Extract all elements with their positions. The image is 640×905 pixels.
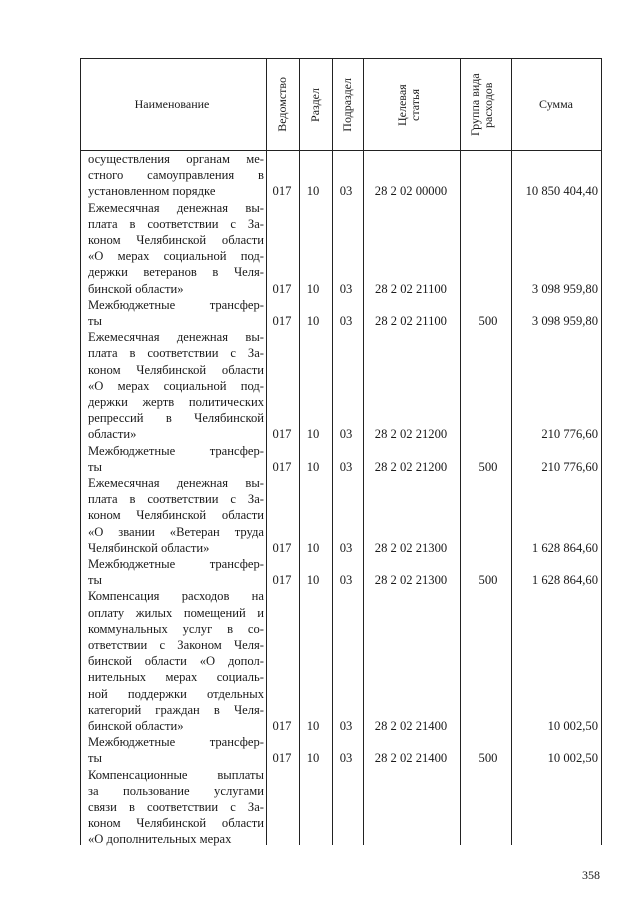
row-name-line: ты: [88, 459, 102, 474]
table-column-border: [299, 58, 300, 845]
cell-vedomstvo: 017: [272, 314, 292, 328]
row-name-line: ты: [88, 314, 102, 328]
row-name-line: бинской области»: [88, 719, 184, 733]
row-name-line: «О звании «Ветеран труда: [88, 524, 264, 539]
row-name-line: ты: [88, 573, 102, 588]
cell-podrazdel: 03: [339, 314, 353, 328]
cell-vedomstvo: 017: [272, 281, 292, 296]
row-name-line: «О мерах социальной под-: [88, 378, 264, 393]
row-name-line: коммунальных услуг в со-: [88, 621, 264, 636]
header-summa: Сумма: [539, 97, 573, 111]
cell-summa: 3 098 959,80: [531, 281, 598, 296]
row-name-line: осуществления органам ме-: [88, 152, 264, 166]
row-name-line: Ежемесячная денежная вы-: [88, 476, 264, 490]
row-name-line: оплату жилых помещений и: [88, 605, 264, 620]
row-name-line: Межбюджетные трансфер-: [88, 735, 264, 750]
row-name-line: Межбюджетные трансфер-: [88, 443, 264, 458]
row-name-line: ответствии с Законом Челя-: [88, 638, 264, 652]
cell-podrazdel: 03: [339, 184, 353, 199]
cell-podrazdel: 03: [339, 281, 353, 296]
row-name-line: держки ветеранов в Челя-: [88, 265, 264, 280]
row-name-line: бинской области»: [88, 281, 184, 296]
row-name-line: Ежемесячная денежная вы-: [88, 200, 264, 215]
cell-vedomstvo: 017: [272, 427, 292, 442]
cell-podrazdel: 03: [339, 719, 353, 733]
row-name-line: плата в соответствии с За-: [88, 216, 264, 231]
row-name-line: категорий граждан в Челя-: [88, 702, 264, 717]
cell-razdel: 10: [306, 314, 320, 328]
row-name-line: за пользование услугами: [88, 783, 264, 798]
cell-podrazdel: 03: [339, 540, 353, 555]
row-name-line: стного самоуправления в: [88, 168, 264, 183]
cell-celevaya-statya: 28 2 02 21100: [375, 281, 447, 296]
cell-podrazdel: 03: [339, 427, 353, 442]
cell-podrazdel: 03: [339, 459, 353, 474]
cell-podrazdel: 03: [339, 573, 353, 588]
table-row-border: [80, 150, 602, 151]
row-name-line: плата в соответствии с За-: [88, 492, 264, 507]
header-gruppa-vida-rashodov: Группа вида расходов: [468, 73, 495, 136]
row-name-line: нительных мерах социаль-: [88, 670, 264, 685]
page-number: 358: [582, 868, 600, 882]
cell-celevaya-statya: 28 2 02 21300: [374, 573, 448, 588]
row-name-line: Межбюджетные трансфер-: [88, 557, 264, 571]
row-name-line: установленном порядке: [88, 184, 216, 199]
header-name: Наименование: [134, 97, 210, 111]
cell-vedomstvo: 017: [272, 540, 292, 555]
table-column-border: [363, 58, 364, 845]
cell-celevaya-statya: 28 2 02 21400: [374, 719, 448, 733]
cell-summa: 1 628 864,60: [531, 573, 598, 588]
row-name-line: коном Челябинской области: [88, 508, 264, 523]
cell-vedomstvo: 017: [272, 719, 292, 733]
cell-razdel: 10: [306, 719, 320, 733]
cell-vedomstvo: 017: [272, 751, 292, 766]
cell-vedomstvo: 017: [272, 459, 292, 474]
row-name-line: плата в соответствии с За-: [88, 346, 264, 361]
row-name-line: Компенсационные выплаты: [88, 767, 264, 782]
cell-celevaya-statya: 28 2 02 00000: [374, 184, 448, 199]
cell-razdel: 10: [306, 751, 320, 766]
cell-summa: 10 002,50: [547, 719, 598, 733]
cell-gruppa: 500: [478, 459, 498, 474]
table-column-border: [511, 58, 512, 845]
cell-gruppa: 500: [478, 751, 498, 766]
cell-celevaya-statya: 28 2 02 21100: [375, 314, 447, 328]
cell-gruppa: 500: [478, 573, 498, 588]
row-name-line: связи в соответствии с За-: [88, 800, 264, 814]
row-name-line: Ежемесячная денежная вы-: [88, 330, 264, 345]
row-name-line: Челябинской области»: [88, 540, 210, 555]
table-column-border: [601, 58, 602, 845]
cell-celevaya-statya: 28 2 02 21200: [374, 459, 448, 474]
header-celevaya-statya: Целевая статья: [395, 83, 422, 126]
row-name-line: Компенсация расходов на: [88, 589, 264, 604]
cell-razdel: 10: [306, 427, 320, 442]
row-name-line: репрессий в Челябинской: [88, 411, 264, 426]
cell-summa: 1 628 864,60: [531, 540, 598, 555]
row-name-line: держки жертв политических: [88, 395, 264, 409]
row-name-line: области»: [88, 427, 137, 442]
cell-celevaya-statya: 28 2 02 21300: [374, 540, 448, 555]
cell-razdel: 10: [306, 573, 320, 588]
row-name-line: «О дополнительных мерах: [88, 832, 232, 847]
cell-razdel: 10: [306, 459, 320, 474]
cell-summa: 10 002,50: [547, 751, 598, 766]
budget-table: [80, 58, 601, 845]
header-razdel: Раздел: [307, 87, 322, 122]
row-name-line: коном Челябинской области: [88, 816, 264, 831]
cell-summa: 210 776,60: [541, 459, 598, 474]
cell-razdel: 10: [306, 540, 320, 555]
cell-celevaya-statya: 28 2 02 21400: [374, 751, 448, 766]
row-name-line: коном Челябинской области: [88, 362, 264, 377]
table-column-border: [460, 58, 461, 845]
header-vedomstvo: Ведомство: [274, 77, 289, 132]
table-row-border: [80, 58, 602, 59]
row-name-line: бинской области «О допол-: [88, 654, 264, 669]
row-name-line: коном Челябинской области: [88, 233, 264, 247]
cell-celevaya-statya: 28 2 02 21200: [374, 427, 448, 442]
table-column-border: [266, 58, 267, 845]
cell-razdel: 10: [306, 281, 320, 296]
header-podrazdel: Подраздел: [339, 77, 354, 132]
cell-razdel: 10: [306, 184, 320, 199]
row-name-line: ты: [88, 751, 102, 766]
table-column-border: [332, 58, 333, 845]
row-name-line: ной поддержки отдельных: [88, 686, 264, 701]
cell-vedomstvo: 017: [272, 573, 292, 588]
cell-podrazdel: 03: [339, 751, 353, 766]
table-column-border: [80, 58, 81, 845]
cell-summa: 3 098 959,80: [531, 314, 598, 328]
cell-summa: 210 776,60: [541, 427, 598, 442]
cell-summa: 10 850 404,40: [525, 184, 598, 199]
cell-gruppa: 500: [478, 314, 498, 328]
row-name-line: «О мерах социальной под-: [88, 249, 264, 264]
row-name-line: Межбюджетные трансфер-: [88, 297, 264, 312]
cell-vedomstvo: 017: [272, 184, 292, 199]
